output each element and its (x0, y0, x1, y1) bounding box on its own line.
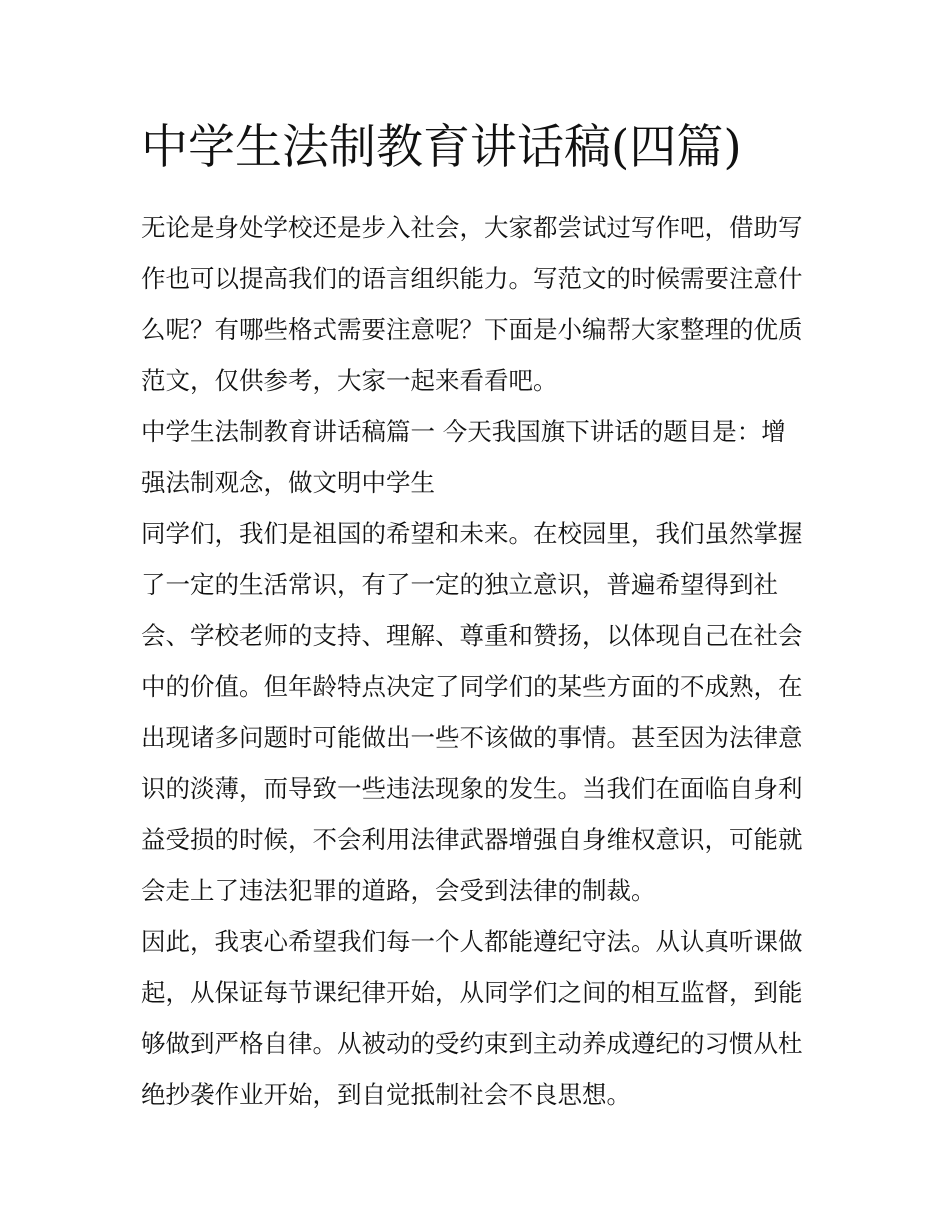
text-line: 出现诸多问题时可能做出一些不该做的事情。甚至因为法律意 (141, 723, 803, 752)
text-line: 因此，我衷心希望我们每一个人都能遵纪守法。从认真听课做 (141, 927, 803, 956)
document-body (141, 202, 813, 1120)
text-line: 了一定的生活常识，有了一定的独立意识，普遍希望得到社 (141, 570, 778, 599)
text-line: 范文，仅供参考，大家一起来看看吧。 (141, 366, 558, 395)
text-line: 强法制观念，做文明中学生 (141, 468, 435, 497)
intro-paragraph (141, 202, 813, 406)
text-line: 作也可以提高我们的语言组织能力。写范文的时候需要注意什 (141, 264, 803, 293)
text-line: 中的价值。但年龄特点决定了同学们的某些方面的不成熟，在 (141, 672, 803, 701)
text-line: 么呢？有哪些格式需要注意呢？下面是小编帮大家整理的优质 (141, 315, 803, 344)
text-line: 起，从保证每节课纪律开始，从同学们之间的相互监督，到能 (141, 978, 803, 1007)
text-line: 会走上了违法犯罪的道路，会受到法律的制裁。 (141, 876, 656, 905)
text-line: 识的淡薄，而导致一些违法现象的发生。当我们在面临自身利 (141, 774, 803, 803)
text-line: 无论是身处学校还是步入社会，大家都尝试过写作吧，借助写 (141, 213, 803, 242)
document-content (141, 112, 813, 1120)
text-line: 会、学校老师的支持、理解、尊重和赞扬，以体现自己在社会 (141, 621, 803, 650)
text-line: 同学们，我们是祖国的希望和未来。在校园里，我们虽然掌握 (141, 519, 803, 548)
document-title: 中学生法制教育讲话稿(四篇) (141, 120, 742, 175)
text-line: 益受损的时候，不会利用法律武器增强自身维权意识，可能就 (141, 825, 803, 854)
body-paragraph (141, 508, 813, 916)
text-line: 中学生法制教育讲话稿篇一 今天我国旗下讲话的题目是：增 (141, 417, 786, 446)
text-line: 够做到严格自律。从被动的受约束到主动养成遵纪的习惯从杜 (141, 1029, 803, 1058)
text-line: 绝抄袭作业开始，到自觉抵制社会不良思想。 (141, 1080, 631, 1109)
section-heading-paragraph (141, 406, 813, 508)
body-paragraph (141, 916, 813, 1120)
